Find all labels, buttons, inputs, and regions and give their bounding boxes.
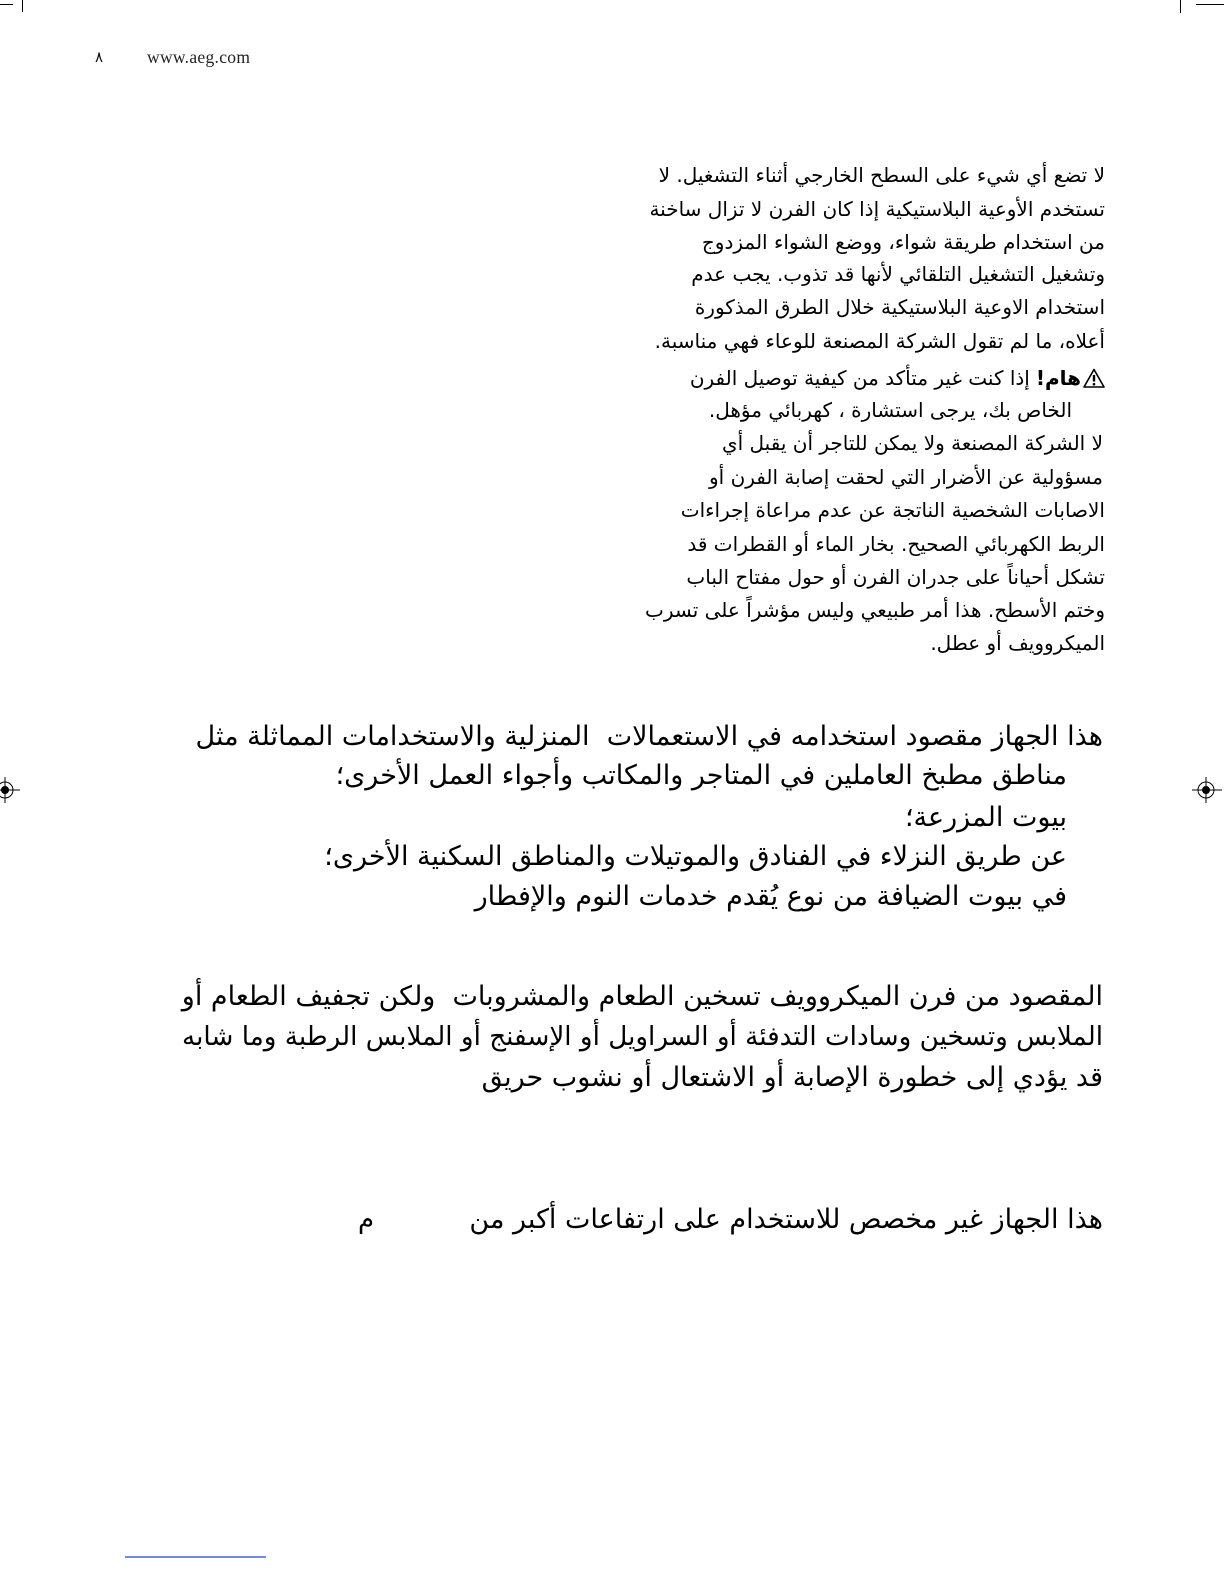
- safety-text-line: استخدام الاوعية البلاستيكية خلال الطرق المذكورة: [694, 295, 1105, 319]
- safety-text-line: وتشغيل التشغيل التلقائي لأنها قد تذوب. يجب عدم: [691, 262, 1105, 286]
- important-text: إذا كنت غير متأكد من كيفية توصيل الفرن: [689, 366, 1030, 390]
- intended-use-line: هذا الجهاز مقصود استخدامه في الاستعمالات المنزلية والاستخدامات المماثلة مثل: [195, 721, 1103, 752]
- safety-text-line: الميكروويف أو عطل.: [930, 631, 1105, 655]
- microwave-use-line: المقصود من فرن الميكروويف تسخين الطعام والمشروبات ولكن تجفيف الطعام أو: [181, 981, 1103, 1012]
- important-notice-line: [575, 365, 1105, 391]
- safety-text-line: الاصابات الشخصية الناتجة عن عدم مراعاة إجراءات: [680, 498, 1105, 522]
- safety-text-line: تستخدم الأوعية البلاستيكية إذا كان الفرن لا تزال ساخنة: [649, 197, 1105, 221]
- microwave-use-line: قد يؤدي إلى خطورة الإصابة أو الاشتعال أو نشوب حريق: [481, 1062, 1103, 1093]
- safety-text-line: وختم الأسطح. هذا أمر طبيعي وليس مؤشراً على تسرب: [644, 598, 1105, 622]
- crop-mark-top-right: [1174, 0, 1224, 16]
- registration-mark-right-icon: [1190, 776, 1222, 804]
- important-label: هام!: [1035, 366, 1081, 390]
- safety-text-line: الخاص بك، يرجى استشارة ، كهربائي مؤهل.: [708, 398, 1072, 422]
- safety-text-line: تشكل أحياناً على جدران الفرن أو حول مفتاح الباب: [686, 565, 1105, 589]
- safety-text-line: الربط الكهربائي الصحيح. بخار الماء أو القطرات قد: [687, 532, 1105, 556]
- safety-text-line: مسؤولية عن الأضرار التي لحقت إصابة الفرن أو: [709, 465, 1103, 489]
- crop-mark-top-left: [0, 0, 30, 16]
- altitude-unit: م: [358, 1205, 375, 1235]
- website-url: www.aeg.com: [147, 47, 251, 67]
- warning-triangle-icon: [1083, 368, 1105, 388]
- registration-mark-left-icon: [0, 776, 24, 804]
- footer-rule: [125, 1556, 266, 1558]
- safety-text-line: من استخدام طريقة شواء، ووضع الشواء المزدوج: [701, 230, 1105, 254]
- safety-text-line: لا تضع أي شيء على السطح الخارجي أثناء التشغيل. لا: [658, 163, 1105, 187]
- safety-text-line: لا الشركة المصنعة ولا يمكن للتاجر أن يقبل أي: [721, 431, 1103, 455]
- page-number: ٨: [95, 48, 104, 66]
- intended-use-line: في بيوت الضيافة من نوع يُقدم خدمات النوم والإفطار: [474, 881, 1067, 912]
- intended-use-line: عن طريق النزلاء في الفنادق والموتيلات والمناطق السكنية الأخرى؛: [324, 841, 1067, 872]
- safety-text-line: أعلاه، ما لم تقول الشركة المصنعة للوعاء فهي مناسبة.: [654, 329, 1105, 353]
- microwave-use-line: الملابس وتسخين وسادات التدفئة أو السراويل أو الإسفنج أو الملابس الرطبة وما شابه: [182, 1022, 1103, 1052]
- altitude-text: هذا الجهاز غير مخصص للاستخدام على ارتفاعات أكبر من: [469, 1204, 1103, 1235]
- intended-use-line: بيوت المزرعة؛: [904, 802, 1067, 833]
- intended-use-line: مناطق مطبخ العاملين في المتاجر والمكاتب وأجواء العمل الأخرى؛: [335, 760, 1067, 791]
